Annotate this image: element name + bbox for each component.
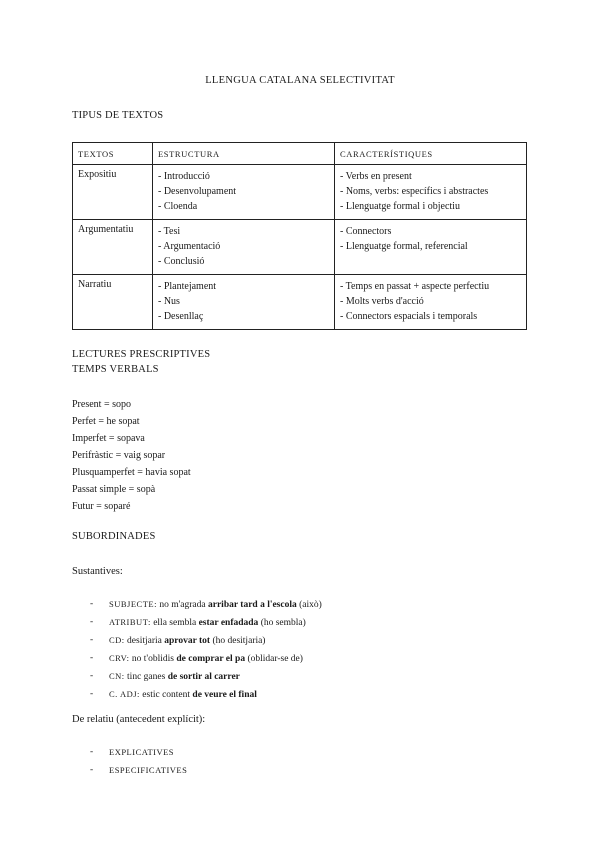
list-item: - Desenvolupament [158,186,237,197]
list-item: - Connectors espacials i temporals [340,311,478,322]
temps-heading: TEMPS VERBALS [72,364,159,375]
example-text: estic content [139,690,193,700]
example-highlight: de comprar el pa [176,654,246,664]
cell-type: Expositiu [73,165,153,220]
lectures-heading: LECTURES PRESCRIPTIVES [72,349,211,360]
relatiu-label: De relatiu (antecedent explícit): [72,714,206,725]
list-item: Perifràstic = vaig sopar [72,450,166,461]
text-types-table [72,142,527,330]
function-label: C. ADJ: [109,689,140,699]
function-label: SUBJECTE: [109,599,157,609]
list-item: - Conclusió [158,256,205,267]
list-item: Present = sopo [72,399,131,410]
list-item [72,596,322,614]
bullet-dash: - [90,599,94,609]
verb-tenses-list [72,396,191,515]
cell-caracteristiques [335,165,527,220]
example-text: no t'oblidis [129,654,177,664]
list-item: Perfet = he sopat [72,416,140,427]
list-item [72,744,187,762]
function-label: CRV: [109,653,130,663]
table-row [73,165,527,220]
bullet-dash: - [90,747,94,757]
cell-estructura [153,220,335,275]
example-highlight: estar enfadada [198,618,259,628]
list-item: - Llenguatge formal, referencial [340,241,468,252]
list-item: - Verbs en present [340,171,412,182]
list-item: - Noms, verbs: específics i abstractes [340,186,489,197]
example-note: (això) [296,600,322,610]
cell-estructura [153,165,335,220]
cell-type: Narratiu [73,275,153,330]
example-note: (ho desitjaria) [210,636,266,646]
relatiu-type: ESPECIFICATIVES [109,765,188,775]
example-text: tinc ganes [124,672,168,682]
example-highlight: de sortir al carrer [167,672,240,682]
example-text: desitjaria [124,636,165,646]
list-item: - Nus [158,296,180,307]
list-item: - Llenguatge formal i objectiu [340,201,460,212]
relatiu-list [72,744,187,780]
cell-caracteristiques [335,275,527,330]
header-textos: TEXTOS [73,143,153,165]
list-item: Imperfet = sopava [72,433,145,444]
example-note: (ho sembla) [258,618,306,628]
list-item: - Cloenda [158,201,198,212]
list-item: - Molts verbs d'acció [340,296,424,307]
list-item: - Temps en passat + aspecte perfectiu [340,281,490,292]
list-item: - Plantejament [158,281,217,292]
list-item: Passat simple = sopà [72,484,156,495]
subordinades-heading: SUBORDINADES [72,531,156,542]
relatiu-type: EXPLICATIVES [109,747,175,757]
substantives-list [72,596,322,704]
table-row [73,220,527,275]
example-highlight: aprovar tot [164,636,211,646]
page-title: LLENGUA CATALANA SELECTIVITAT [205,75,395,86]
cell-caracteristiques [335,220,527,275]
example-highlight: de veure el final [192,690,257,700]
list-item [72,668,322,686]
list-item: - Argumentació [158,241,221,252]
list-item [72,686,322,704]
list-item [72,650,322,668]
example-text: no m'agrada [156,600,208,610]
bullet-dash: - [90,617,94,627]
bullet-dash: - [90,635,94,645]
cell-type: Argumentatiu [73,220,153,275]
list-item [72,632,322,650]
list-item [72,614,322,632]
example-highlight: arribar tard a l'escola [208,600,297,610]
bullet-dash: - [90,653,94,663]
function-label: ATRIBUT: [109,617,151,627]
tipus-heading: TIPUS DE TEXTOS [72,110,164,121]
header-estructura: ESTRUCTURA [153,143,335,165]
bullet-dash: - [90,689,94,699]
list-item: - Introducció [158,171,210,182]
list-item: - Connectors [340,226,392,237]
example-text: ella sembla [150,618,199,628]
header-caracteristiques: CARACTERÍSTIQUES [335,143,527,165]
list-item: Plusquamperfet = havia sopat [72,467,191,478]
cell-estructura [153,275,335,330]
substantives-label: Sustantives: [72,566,123,577]
table-row [73,275,527,330]
list-item: Futur = soparé [72,501,131,512]
bullet-dash: - [90,765,94,775]
function-label: CD: [109,635,125,645]
table-header-row [73,143,527,165]
list-item: - Tesi [158,226,181,237]
bullet-dash: - [90,671,94,681]
list-item [72,762,187,780]
list-item: - Desenllaç [158,311,204,322]
example-note: (oblidar-se de) [245,654,303,664]
function-label: CN: [109,671,125,681]
